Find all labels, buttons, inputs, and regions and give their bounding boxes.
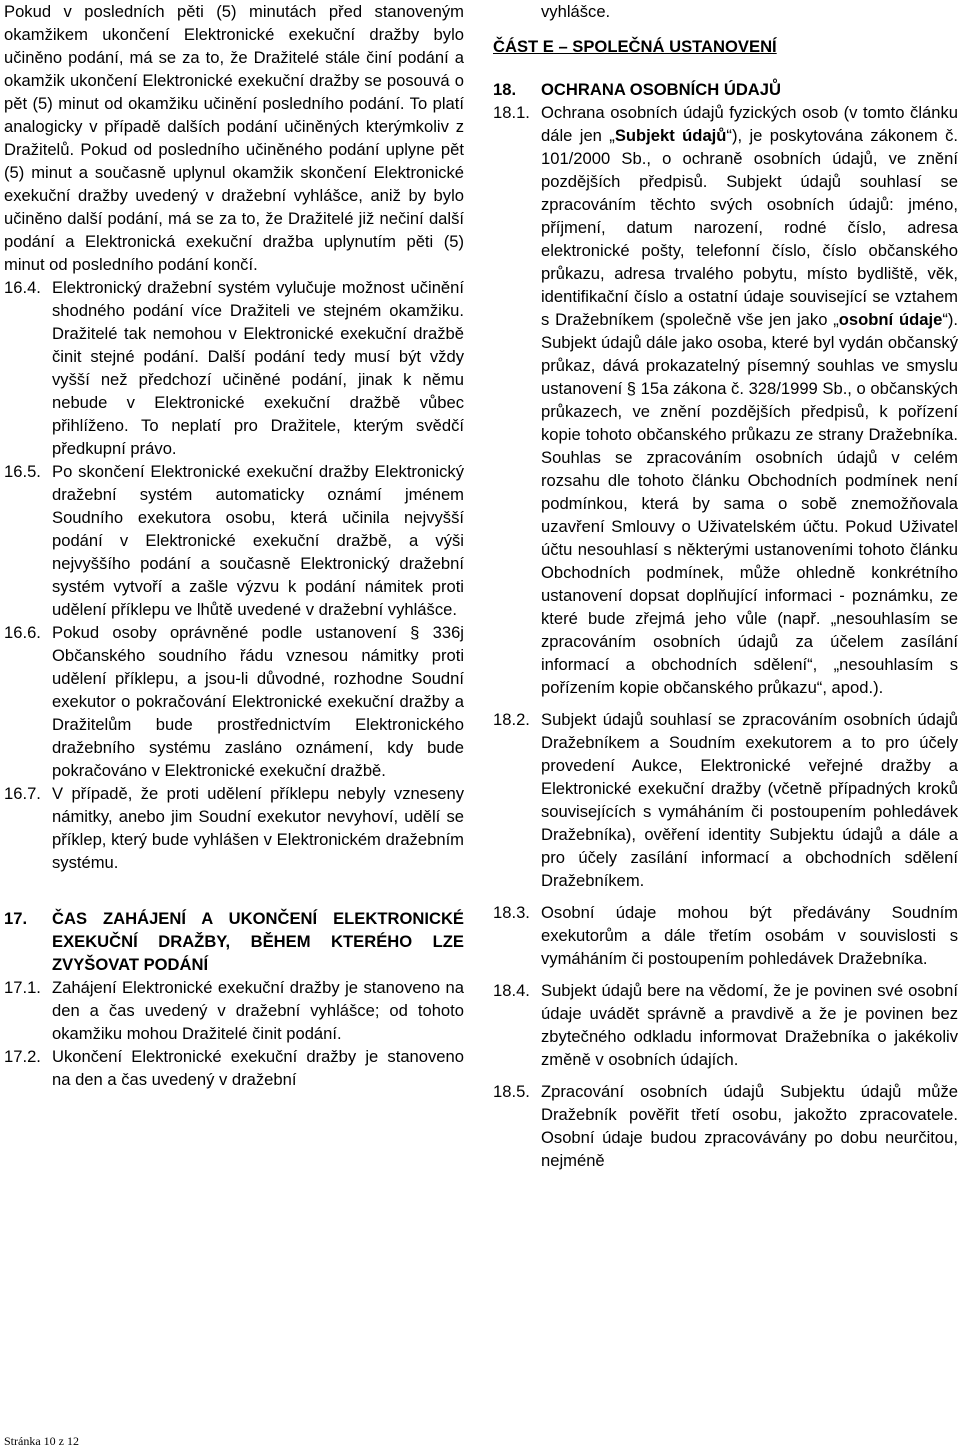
clause-18-3	[493, 901, 958, 970]
paragraph-continuation: Pokud v posledních pěti (5) minutách před stanoveným okamžikem ukončení Elektronické exekuční dražby bylo učiněno podání, má se za to, že Dražitelé stále činí podání a okamžik ukončení Elektronické exekuční dražby se posouvá o pět (5) minut od okamžiku učinění posledního podání. To platí analogicky v případě dalších podání učiněných kterýmkoliv z Dražitelů. Pokud od posledního učiněného podání uplyne pět (5) minut a současně uplynul okamžik skončení Elektronické exekuční dražby uvedený v dražební vyhlášce, aniž by bylo učiněno další podání, má se za to, že Dražitelé již nečiní další podání a Elektronická exekuční dražba uplynutím pěti (5) minut od posledního podání končí.	[4, 2, 464, 274]
clause-number: 16.5.	[4, 462, 41, 481]
clause-text: Pokud osoby oprávněné podle ustanovení § 336j Občanského soudního řádu vznesou námitky proti udělení příklepu, a jsou-li důvodné, rozhodne Soudní exekutor o pokračování Elektronické exekuční dražby a Dražitelům bude prostřednictvím Elektronického dražebního systému zasláno oznámení, kdy bude pokračováno v Elektronické exekuční dražbě.	[52, 623, 464, 780]
clause-16-6	[4, 621, 464, 782]
clause-text: Ukončení Elektronické exekuční dražby je stanoveno na den a čas uvedený v dražební	[52, 1047, 464, 1089]
clause-number: 18.5.	[493, 1082, 530, 1101]
defined-term: osobní údaje	[838, 310, 943, 329]
clause-number: 16.7.	[4, 784, 41, 803]
clause-text-part: “), je poskytována zákonem č. 101/2000 Sb., o ochraně osobních údajů, ve znění pozdějších předpisů. Subjekt údajů souhlasí se zpracováním těchto svých osobních údajů: jméno, příjmení, datum narození, rodné číslo, adresa elektronické pošty, telefonní číslo, číslo občanského průkazu, adresa trvalého pobytu, místo bydliště, věk, identifikační číslo a ostatní údaje související se vztahem s Dražebníkem (společně vše jen jako „	[541, 126, 958, 329]
section-heading-18	[493, 78, 958, 101]
clause-text: Subjekt údajů souhlasí se zpracováním osobních údajů Dražebníkem a Soudním exekutorem a to pro účely provedení Aukce, Elektronické veřejné dražby a Elektronické exekuční dražby (včetně případných kroků souvisejících s vymáháním či postoupením pohledávek Dražebníka), ověření identity Subjektu údajů a dále a pro účely zasílání informací a obchodních sdělení Dražebníkem.	[541, 710, 958, 890]
right-column	[493, 0, 958, 1172]
clause-number: 16.4.	[4, 278, 41, 297]
clause-16-4	[4, 276, 464, 460]
clause-text: Elektronický dražební systém vylučuje možnost učinění shodného podání více Dražiteli ve stejném okamžiku. Dražitelé tak nemohou v Elektronické exekuční dražbě činit stejné podání. Další podání tedy musí být vždy vyšší než předchozí učiněné podání, jinak k němu nebude v Elektronické exekuční dražbě vůbec přihlíženo. To neplatí pro Dražitele, kterým svědčí předkupní právo.	[52, 278, 464, 458]
clause-18-4	[493, 979, 958, 1071]
part-heading: ČÁST E – SPOLEČNÁ USTANOVENÍ	[493, 37, 777, 56]
clause-number: 18.2.	[493, 710, 530, 729]
clause-number: 18.4.	[493, 981, 530, 1000]
clause-17-2	[4, 1045, 464, 1091]
clause-number: 17.1.	[4, 978, 41, 997]
section-title: ČAS ZAHÁJENÍ A UKONČENÍ ELEKTRONICKÉ EXEKUČNÍ DRAŽBY, BĚHEM KTERÉHO LZE ZVYŠOVAT PODÁNÍ	[52, 909, 464, 974]
section-number: 18.	[493, 80, 517, 99]
defined-term: Subjekt údajů	[614, 126, 727, 145]
paragraph-continuation: vyhlášce.	[541, 2, 611, 21]
clause-text: V případě, že proti udělení příklepu nebyly vzneseny námitky, anebo jim Soudní exekutor nevyhoví, udělí se příklep, který bude vyhlášen v Elektronickém dražebním systému.	[52, 784, 464, 872]
clause-text-part: “). Subjekt údajů dále jako osoba, které byl vydán občanský průkaz, dává prokazatelný písemný souhlas ve smyslu ustanovení § 15a zákona č. 328/1999 Sb., o občanských průkazech, ve znění pozdějších předpisů, k pořízení kopie tohoto občanského průkazu ze strany Dražebníka. Souhlas se zpracováním osobních údajů v celém rozsahu dle tohoto článku Obchodních podmínek není podmínkou, která by sama o sobě znemožňovala uzavření Smlouvy o Uživatelském účtu. Pokud Uživatel účtu nesouhlasí s některými ustanoveními tohoto článku Obchodních podmínek, může ohledně konkrétního ustanovení dopsat doplňující informaci - poznámku, ze které bude zřejmá jeho vůle (např. „nesouhlasím se zpracováním osobních údajů za účelem zasílání informací a obchodních sdělení“, „nesouhlasím s pořízením kopie občanského průkazu“, apod.).	[541, 310, 958, 697]
left-column	[4, 0, 464, 1091]
section-number: 17.	[4, 909, 28, 928]
clause-text: Subjekt údajů bere na vědomí, že je povinen své osobní údaje uvádět správně a pravdivě a že je povinen bez zbytečného odkladu informovat Dražebníka o jakékoliv změně v osobních údajích.	[541, 981, 958, 1069]
clause-text: Zpracování osobních údajů Subjektu údajů může Dražebník pověřit třetí osobu, jakožto zpracovatele. Osobní údaje budou zpracovávány po dobu neurčitou, nejméně	[541, 1082, 958, 1170]
clause-18-1	[493, 101, 958, 699]
clause-number: 18.1.	[493, 103, 530, 122]
clause-text-part: Ochrana osobních údajů fyzických osob (v tomto článku dále jen „	[541, 103, 958, 145]
page-number: Stránka 10 z 12	[4, 1434, 79, 1448]
clause-18-2	[493, 708, 958, 892]
clause-18-5	[493, 1080, 958, 1172]
clause-16-7	[4, 782, 464, 874]
section-heading-17	[4, 907, 464, 976]
clause-text: Osobní údaje mohou být předávány Soudním exekutorům a dále třetím osobám v souvislosti s vymáháním či postoupením pohledávek Dražebníka.	[541, 903, 958, 968]
clause-text: Po skončení Elektronické exekuční dražby Elektronický dražební systém automaticky oznámí jménem Soudního exekutora osobu, která učinila nejvyšší podání v Elektronické exekuční dražbě, a výši nejvyššího podání a současně Elektronický dražební systém vytvoří a zašle výzvu k podání námitek proti udělení příklepu ve lhůtě uvedené v dražební vyhlášce.	[52, 462, 464, 619]
clause-text	[541, 101, 958, 699]
section-title: OCHRANA OSOBNÍCH ÚDAJŮ	[541, 80, 782, 99]
clause-16-5	[4, 460, 464, 621]
clause-17-1	[4, 976, 464, 1045]
clause-number: 17.2.	[4, 1047, 41, 1066]
clause-text: Zahájení Elektronické exekuční dražby je stanoveno na den a čas uvedený v dražební vyhlášce; od tohoto okamžiku mohou Dražitelé činit podání.	[52, 978, 464, 1043]
clause-number: 18.3.	[493, 903, 530, 922]
clause-number: 16.6.	[4, 623, 41, 642]
